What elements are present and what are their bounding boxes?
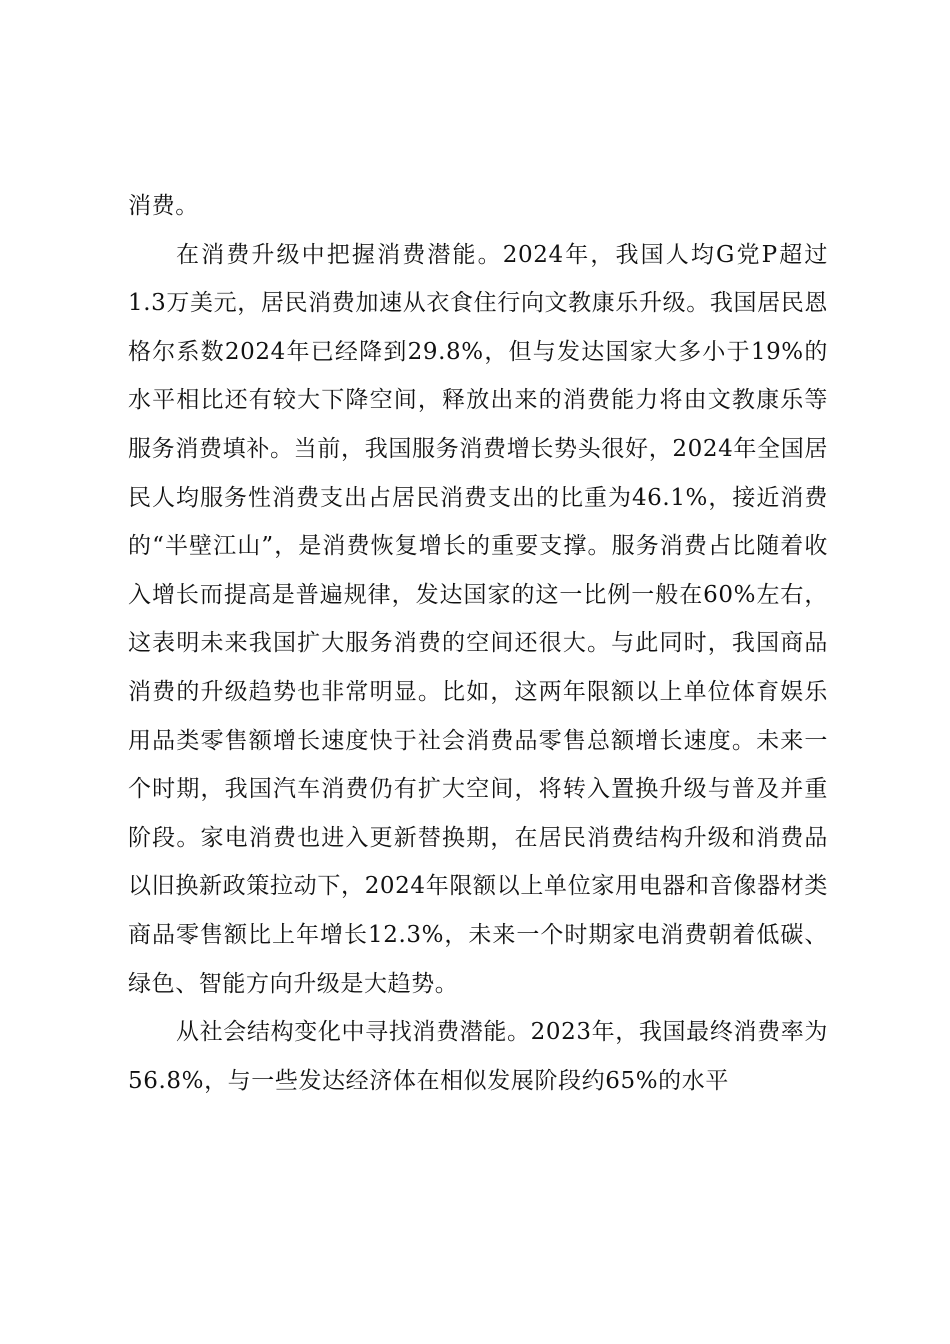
paragraph-consumption-upgrade: 在消费升级中把握消费潜能。2024年，我国人均G党P超过1.3万美元，居民消费加速从衣食住行向文教康乐升级。我国居民恩格尔系数2024年已经降到29.8%，但与发达国家大多小于19%的水平相比还有较大下降空间，释放出来的消费能力将由文教康乐等服务消费填补。当前，我国服务消费增长势头很好，2024年全国居民人均服务性消费支出占居民消费支出的比重为46.1%，接近消费的“半壁江山”，是消费恢复增长的重要支撑。服务消费占比随着收入增长而提高是普遍规律，发达国家的这一比例一般在60%左右，这表明未来我国扩大服务消费的空间还很大。与此同时，我国商品消费的升级趋势也非常明显。比如，这两年限额以上单位体育娱乐用品类零售额增长速度快于社会消费品零售总额增长速度。未来一个时期，我国汽车消费仍有扩大空间，将转入置换升级与普及并重阶段。家电消费也进入更新替换期，在居民消费结构升级和消费品以旧换新政策拉动下，2024年限额以上单位家用电器和音像器材类商品零售额比上年增长12.3%，未来一个时期家电消费朝着低碳、绿色、智能方向升级是大趋势。 bbox=[128, 241, 828, 997]
document-body bbox=[128, 182, 828, 1105]
paragraph-continuation: 消费。 bbox=[128, 193, 199, 219]
paragraph-social-structure: 从社会结构变化中寻找消费潜能。2023年，我国最终消费率为56.8%，与一些发达经济体在相似发展阶段约65%的水平 bbox=[128, 1019, 828, 1094]
